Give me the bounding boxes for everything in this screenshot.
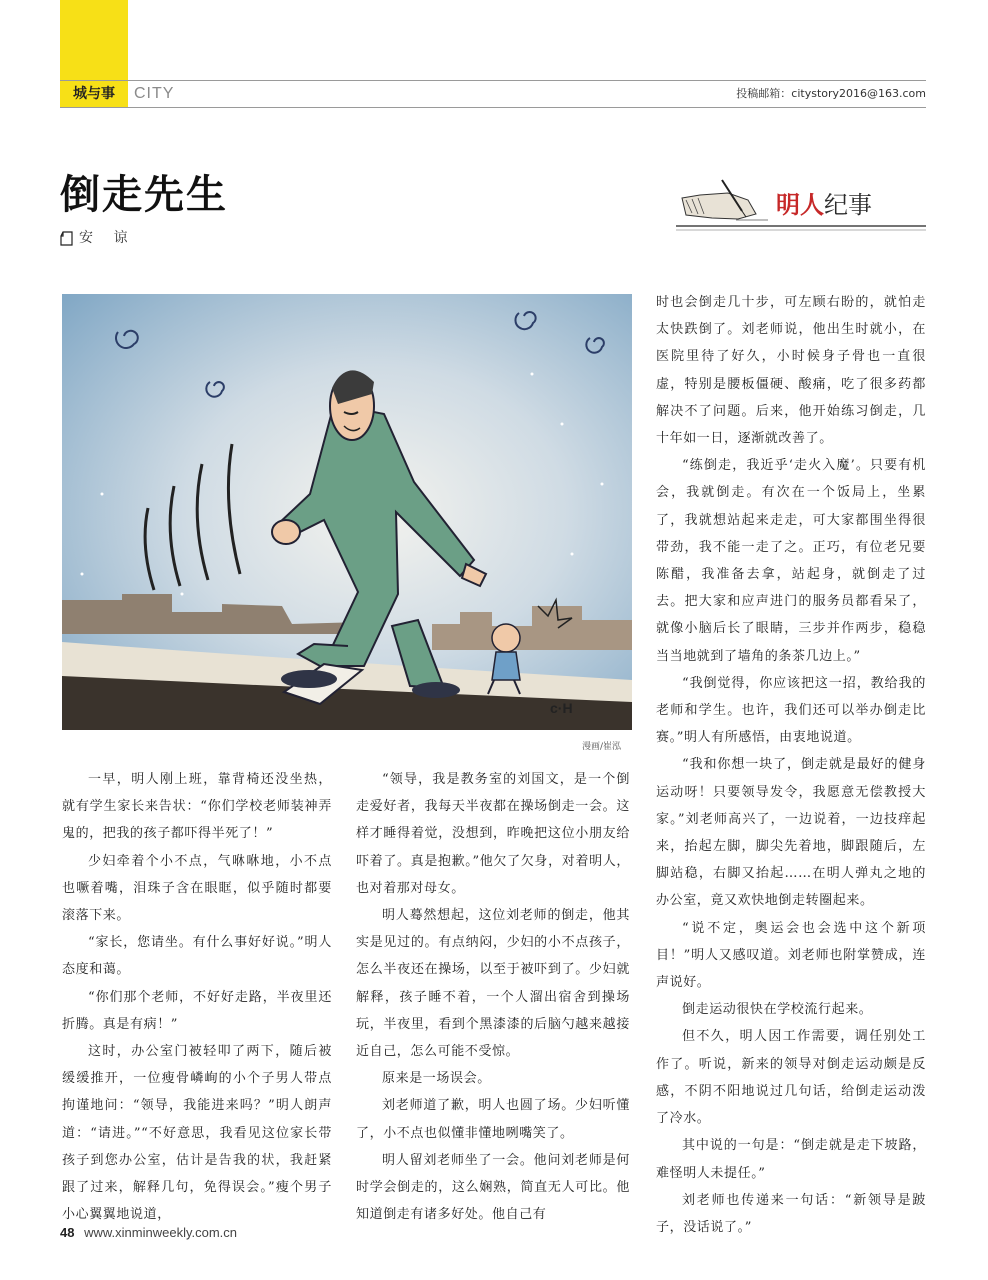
walking-man-cartoon — [62, 294, 632, 730]
paragraph: 明人蓦然想起，这位刘老师的倒走，他其实是见过的。有点纳闷，少妇的小不点孩子，怎么半夜还在操场，以至于被吓到了。少妇就解释，孩子睡不着，一个人溜出宿舍到操场玩，半夜里，看到个黑漆漆的后脑勺越来越接近自己，怎么可能不受惊。 — [356, 908, 630, 1060]
paragraph: “家长，您请坐。有什么事好好说。”明人态度和蔼。 — [62, 935, 332, 978]
header-bar — [60, 80, 926, 108]
column-logo-red: 明人 — [776, 190, 824, 219]
page-number: 48 — [60, 1225, 75, 1240]
column-logo — [676, 176, 926, 234]
paragraph: 但不久，明人因工作需要，调任别处工作了。听说，新来的领导对倒走运动颇是反感，不阴不阳地说过几句话，给倒走运动泼了冷水。 — [656, 1029, 926, 1127]
column-logo-black: 纪事 — [824, 191, 872, 219]
paragraph: 其中说的一句是：“倒走就是走下坡路，难怪明人未提任。” — [656, 1138, 926, 1181]
illustration-signature: c·H — [550, 700, 573, 716]
paragraph: 明人留刘老师坐了一会。他问刘老师是何时学会倒走的，这么娴熟，简直无人可比。他知道倒走有诸多好处。他自己有 — [356, 1152, 630, 1223]
submission-email: 投稿邮箱：citystory2016@163.com — [736, 87, 926, 100]
author-name: 安 谅 — [79, 230, 136, 246]
illustration-credit: 漫画/崔泓 — [582, 742, 622, 752]
website-url: www.xinminweekly.com.cn — [84, 1225, 238, 1240]
page-footer — [60, 1224, 237, 1242]
paragraph: “练倒走，我近乎‘走火入魔’。只要有机会，我就倒走。有次在一个饭局上，坐累了，我就想站起来走走，可大家都围坐得很带劲，我不能一走了之。正巧，有位老兄要陈醋，我准备去拿，站起身，就倒走了过去。把大家和应声进门的服务员都看呆了，就像小脑后长了眼睛，三步并作两步，稳稳当当地就到了墙角的条茶几边上。” — [656, 458, 926, 664]
text-column-1 — [62, 766, 332, 1228]
paragraph: “领导，我是教务室的刘国文，是一个倒走爱好者，我每天半夜都在操场倒走一会。这样才睡得着觉，没想到，昨晚把这位小朋友给吓着了。真是抱歉。”他欠了欠身，对着明人，也对着那对母女。 — [356, 772, 630, 896]
section-label-en: CITY — [134, 85, 175, 102]
author-bookmark-icon — [60, 231, 73, 246]
section-label-cn: 城与事 — [60, 81, 128, 107]
text-column-3 — [656, 289, 926, 1241]
cartoon-illustration — [62, 294, 632, 730]
paragraph-continued: 时也会倒走几十步，可左顾右盼的，就怕走太快跌倒了。刘老师说，他出生时就小，在医院里待了好久，小时候身子骨也一直很虚，特别是腰板僵硬、酸痛，吃了很多药都解决不了问题。后来，他开始练习倒走，几十年如一日，逐渐就改善了。 — [656, 295, 926, 447]
paragraph: “说不定，奥运会也会选中这个新项目！”明人又感叹道。刘老师也附掌赞成，连声说好。 — [656, 920, 926, 991]
text-column-2 — [356, 766, 630, 1228]
paragraph: 一早，明人刚上班，靠背椅还没坐热，就有学生家长来告状：“你们学校老师装神弄鬼的，把我的孩子都吓得半死了！” — [62, 772, 332, 842]
paragraph: 原来是一场误会。 — [382, 1071, 491, 1087]
section-color-tab — [60, 0, 128, 80]
paragraph: 刘老师也传递来一句话：“新领导是跛子，没话说了。” — [656, 1192, 926, 1235]
article-title: 倒走先生 — [60, 172, 228, 218]
paragraph: 这时，办公室门被轻叩了两下，随后被缓缓推开，一位瘦骨嶙峋的小个子男人带点拘谨地问：“领导，我能进来吗？”明人朗声道：“请进。”“不好意思，我看见这位家长带孩子到您办公室，估计是告我的状，我赶紧跟了过来，解释几句，免得误会。”瘦个男子小心翼翼地说道， — [62, 1044, 332, 1223]
paragraph: “我倒觉得，你应该把这一招，教给我的老师和学生。也许，我们还可以举办倒走比赛。”明人有所感悟，由衷地说道。 — [656, 675, 926, 746]
paragraph: 少妇牵着个小不点，气咻咻地，小不点也噘着嘴，泪珠子含在眼眶，似乎随时都要滚落下来。 — [62, 853, 332, 924]
paragraph: “我和你想一块了，倒走就是最好的健身运动呀！只要领导发令，我愿意无偿教授大家。”刘老师高兴了，一边说着，一边技痒起来，抬起左脚，脚尖先着地，脚跟随后，左脚站稳，右脚又抬起……在明人弹丸之地的办公室，竟又欢快地倒走转圈起来。 — [656, 757, 926, 909]
paragraph: “你们那个老师，不好好走路，半夜里还折腾。真是有病！” — [62, 989, 332, 1032]
paragraph: 刘老师道了歉，明人也圆了场。少妇听懂了，小不点也似懂非懂地咧嘴笑了。 — [356, 1098, 630, 1141]
column-logo-text — [776, 190, 872, 220]
paragraph: 倒走运动很快在学校流行起来。 — [682, 1002, 873, 1018]
byline — [60, 229, 135, 247]
